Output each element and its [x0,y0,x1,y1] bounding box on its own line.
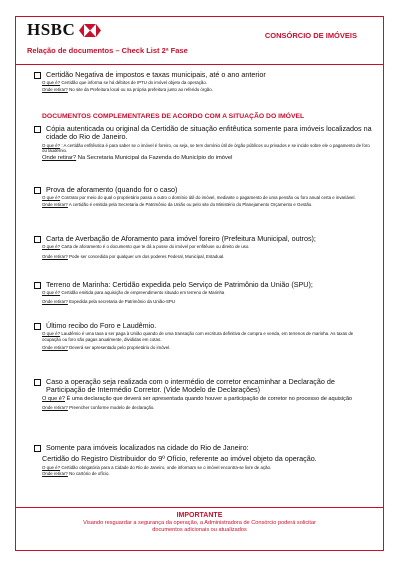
checkbox[interactable] [34,236,41,243]
checklist-item [42,322,372,351]
what-text: Contrato por meio do qual o proprietário passa a outro o domínio útil do imóvel, mediante o pagamento de uma pensão ou foro anual certa e invariável. [61,195,356,201]
important-title: IMPORTANTE [176,512,223,519]
where-label: Onde retirar? [42,405,68,411]
brand-name: HSBC [27,20,76,39]
what-text: : A certidão enfitêutica é para saber se o imóvel é foreiro, ou seja, se tem domínio útil de órgão públicos ou privados e se incide sobre ele o pagamento de foro ou laudêmio. [42,142,370,154]
what-label: O que é? [42,244,61,250]
what-label: O que é? [42,395,66,402]
checkbox[interactable] [34,445,41,452]
where-text: A certidão é emitida pela Secretaria de Patrimônio da União ou pelo site do Ministério do Planejamento Orçamento e Gestão. [68,201,313,207]
item-title: Terreno de Marinha: Certidão expedida pelo Serviço de Patrimônio da União (SPU); [46,280,313,289]
header [27,18,373,64]
checkbox[interactable] [34,282,41,289]
checkbox[interactable] [34,126,41,133]
item-title: Certidão Negativa de impostos e taxas municipais, até o ano anterior [46,70,266,79]
what-label: O que é? [42,142,61,148]
checklist-item [42,378,372,411]
checkbox[interactable] [34,323,41,330]
where-text: Deverá ser apresentado pelo proprietário do imóvel. [69,345,171,351]
what-label: O que é? [42,464,61,470]
where-label: Onde retirar? [42,86,68,92]
checklist-item [42,235,372,259]
what-label: O que é? [42,195,61,201]
what-text: É uma declaração que deverá ser apresentada quando houver a participação de corretor no processo de aquisição [66,395,353,402]
checklist-item [42,281,372,304]
what-text: Certidão obrigatória para a Cidade do Rio de Janeiro, onde informam se o imóvel encontra-se livre de ação. [61,464,272,470]
where-text: Expedida pela secretaria de Patrimônio da União-SPU [69,298,176,304]
where-label: Onde retirar? [42,471,68,477]
checkbox[interactable] [34,72,41,79]
checklist-item [42,71,372,92]
item-title: Somente para imóveis localizados na cidade do Rio de Janeiro: [46,443,249,452]
important-box [15,507,384,551]
hsbc-logo [27,20,101,40]
item-title: Prova de aforamento (quando for o caso) [46,185,178,194]
what-label: O que é? [42,290,61,296]
where-text: No site da Prefeitura local ou na própria prefeitura junto ao referido órgão. [69,86,213,92]
where-text: Pode ser concedida por qualquer um dos poderes Federal, Municipal, Estadual. [69,253,225,259]
page-subtitle: Relação de documentos – Check List 2ª Fase [27,46,188,55]
what-text: Certidão que informa se há débitos de IPTU do imóvel objeto da operação. [61,80,208,86]
where-text: No cartório de ofício. [69,471,110,477]
what-text: Carta de aforamento é o documento que te dá a posse do imóvel por enfitêuse ou direito de uso. [61,244,250,250]
checkbox[interactable] [34,379,41,386]
header-divider [15,64,384,65]
item-subtitle: Certidão do Registro Distribuidor do 9º Ofício, referente ao imóvel objeto da operação. [42,454,317,464]
important-text: Visando resguardar a segurança da operação, a Administradora de Consórcio poderá solicitar documentos adicionais ou atualizados [83,520,316,533]
what-label: O que é? [42,331,61,337]
where-text: Na Secretaria Municipal da Fazenda do Município do imóvel [77,154,233,161]
item-title: Cópia autenticada ou original da Certidão de situação enfitêutica somente para imóveis localizados na cidade do Rio de Janeiro. [46,124,372,142]
what-label: O que é? [42,80,61,86]
what-text: Certidão emitida para aquisição de empreendimento situado em terreno de Marinha [61,290,225,296]
item-title: Caso a operação seja realizada com o intermédio de corretor encaminhar a Declaração de Participação de Intermédio Corretor. (Vide Modelo de Declarações) [46,377,335,395]
where-label: Onde retirar? [42,298,68,304]
where-label: Onde retirar? [42,154,77,161]
where-label: Onde retirar? [42,201,68,207]
where-label: Onde retirar? [42,253,68,259]
checklist-item [42,186,372,207]
where-label: Onde retirar? [42,345,68,351]
where-text: Preencher conforme modelo de declaração. [69,405,155,411]
checklist-item [42,444,372,477]
item-title: Carta de Averbação de Aforamento para imóvel foreiro (Prefeitura Municipal, outros); [46,234,316,243]
item-title: Último recibo do Foro e Laudêmio. [46,321,157,330]
what-text: Laudêmio é uma taxa a ser paga à União quando de uma transação com escritura definitiva de compra e venda, em terrenos de marinha. As taxas de ocupação ou foro são pagas anualmente, divididas em cotas. [42,331,354,342]
hsbc-hexagon-icon [79,24,101,37]
checkbox[interactable] [34,187,41,194]
program-title: CONSÓRCIO DE IMÓVEIS [264,31,357,40]
checklist-item [42,125,372,162]
section-title: DOCUMENTOS COMPLEMENTARES DE ACORDO COM A SITUAÇÃO DO IMÓVEL [42,113,305,120]
